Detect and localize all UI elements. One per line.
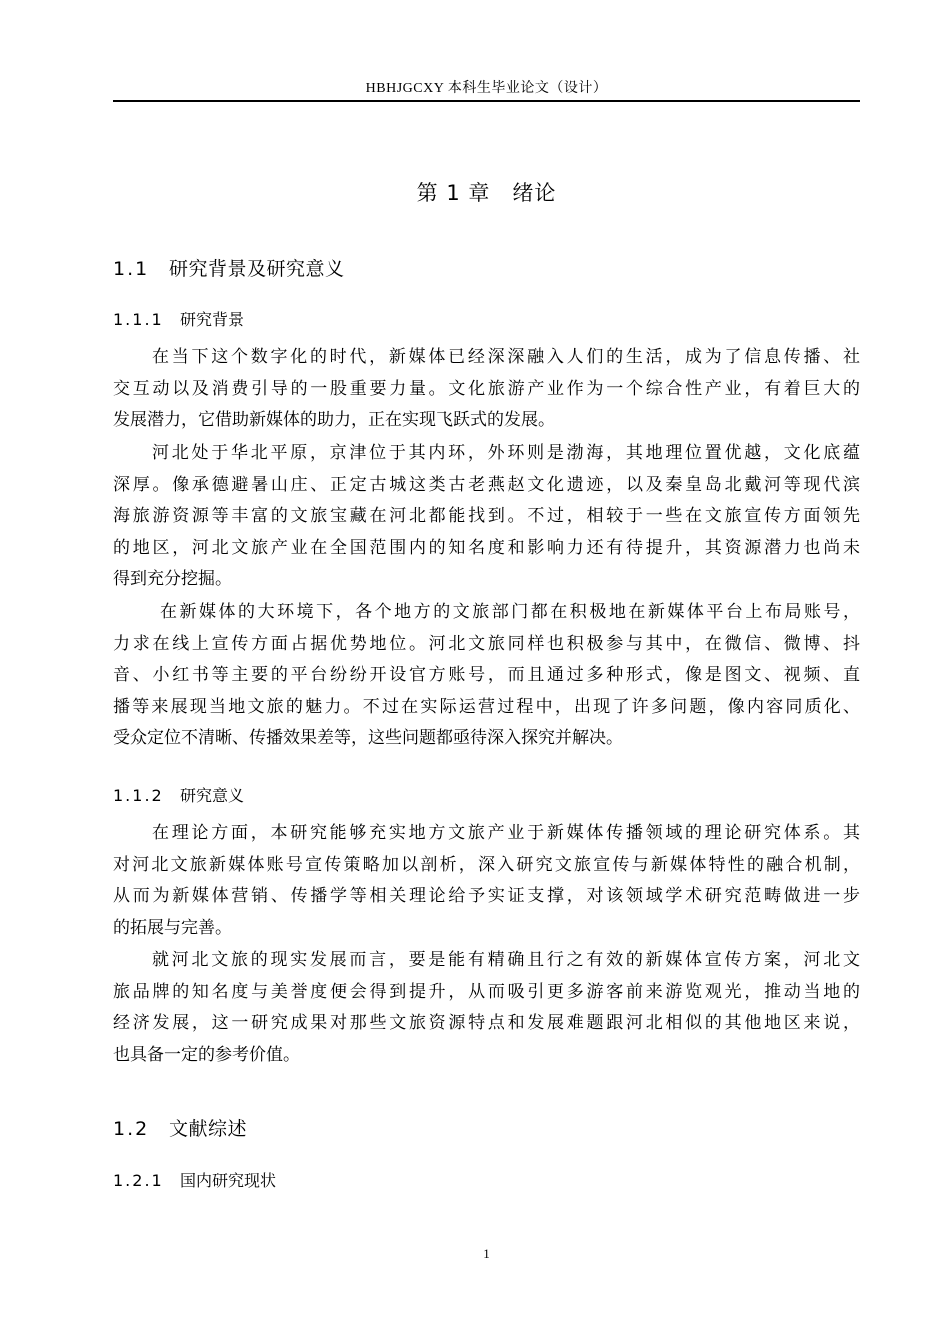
subsection-heading (113, 783, 244, 806)
paragraph-line: 播等来展现当地文旅的魅力。不过在实际运营过程中，出现了许多问题，像内容同质化、 (113, 696, 860, 717)
page-number: 1 (483, 1246, 490, 1261)
paragraph-line: 得到充分挖掘。 (113, 569, 232, 589)
paragraph-line: 在理论方面，本研究能够充实地方文旅产业于新媒体传播领域的理论研究体系。其 (152, 823, 860, 843)
paragraph-line: 河北处于华北平原，京津位于其内环，外环则是渤海，其地理位置优越，文化底蕴 (152, 443, 860, 463)
section-number: 1.1 (113, 258, 150, 280)
subsection-number: 1.2.1 (113, 1171, 164, 1190)
subsection-title: 研究意义 (180, 786, 245, 805)
paragraph-line: 的地区，河北文旅产业在全国范围内的知名度和影响力还有待提升，其资源潜力也尚未 (113, 537, 860, 558)
paragraph-line: 从而为新媒体营销、传播学等相关理论给予实证支撑，对该领域学术研究范畴做进一步 (113, 886, 860, 906)
subsection-heading (113, 1168, 276, 1191)
running-header: HBHJGCXY 本科生毕业论文（设计） (365, 81, 608, 96)
paragraph-line: 的拓展与完善。 (113, 917, 232, 938)
paragraph-line: 音、小红书等主要的平台纷纷开设官方账号，而且通过多种形式，像是图文、视频、直 (113, 665, 860, 685)
chapter-name: 绪论 (512, 181, 557, 205)
subsection-title: 研究背景 (180, 310, 245, 329)
paragraph (113, 945, 860, 1071)
subsection-title: 国内研究现状 (180, 1171, 277, 1190)
subsection-number: 1.1.2 (113, 786, 164, 805)
paragraph-line: 在当下这个数字化的时代，新媒体已经深深融入人们的生活，成为了信息传播、社 (152, 347, 860, 367)
paragraph-line: 对河北文旅新媒体账号宣传策略加以剖析，深入研究文旅宣传与新媒体特性的融合机制， (113, 854, 860, 875)
paragraph (113, 818, 860, 944)
paragraph-line: 海旅游资源等丰富的文旅宝藏在河北都能找到。不过，相较于一些在文旅宣传方面领先 (113, 506, 860, 526)
subsection-heading (113, 307, 244, 330)
paragraph (113, 438, 860, 596)
paragraph-line: 经济发展，这一研究成果对那些文旅资源特点和发展难题跟河北相似的其他地区来说， (113, 1013, 860, 1033)
section-heading (113, 1114, 247, 1141)
subsection-number: 1.1.1 (113, 310, 164, 329)
paragraph-line: 也具备一定的参考价值。 (113, 1044, 300, 1065)
paragraph-line: 旅品牌的知名度与美誉度便会得到提升，从而吸引更多游客前来游览观光，推动当地的 (113, 981, 860, 1002)
paragraph-line: 在新媒体的大环境下，各个地方的文旅部门都在积极地在新媒体平台上布局账号， (160, 602, 860, 622)
section-title: 文献综述 (169, 1118, 248, 1140)
section-title: 研究背景及研究意义 (169, 258, 345, 280)
header-rule (113, 100, 860, 102)
section-heading (113, 254, 345, 281)
paragraph-line: 力求在线上宣传方面占据优势地位。河北文旅同样也积极参与其中，在微信、微博、抖 (113, 633, 860, 654)
paragraph-line: 发展潜力，它借助新媒体的助力，正在实现飞跃式的发展。 (113, 410, 555, 430)
paragraph (113, 342, 860, 437)
paragraph-line: 交互动以及消费引导的一股重要力量。文化旅游产业作为一个综合性产业，有着巨大的 (113, 378, 860, 399)
paragraph (113, 597, 860, 755)
paragraph-line: 就河北文旅的现实发展而言，要是能有精确且行之有效的新媒体宣传方案，河北文 (152, 950, 860, 970)
chapter-title (113, 177, 860, 207)
section-number: 1.2 (113, 1118, 150, 1140)
paragraph-line: 深厚。像承德避暑山庄、正定古城这类古老燕赵文化遗迹，以及秦皇岛北戴河等现代滨 (113, 474, 860, 495)
chapter-number: 第 1 章 (416, 181, 491, 205)
paragraph-line: 受众定位不清晰、传播效果差等，这些问题都亟待深入探究并解决。 (113, 728, 623, 748)
